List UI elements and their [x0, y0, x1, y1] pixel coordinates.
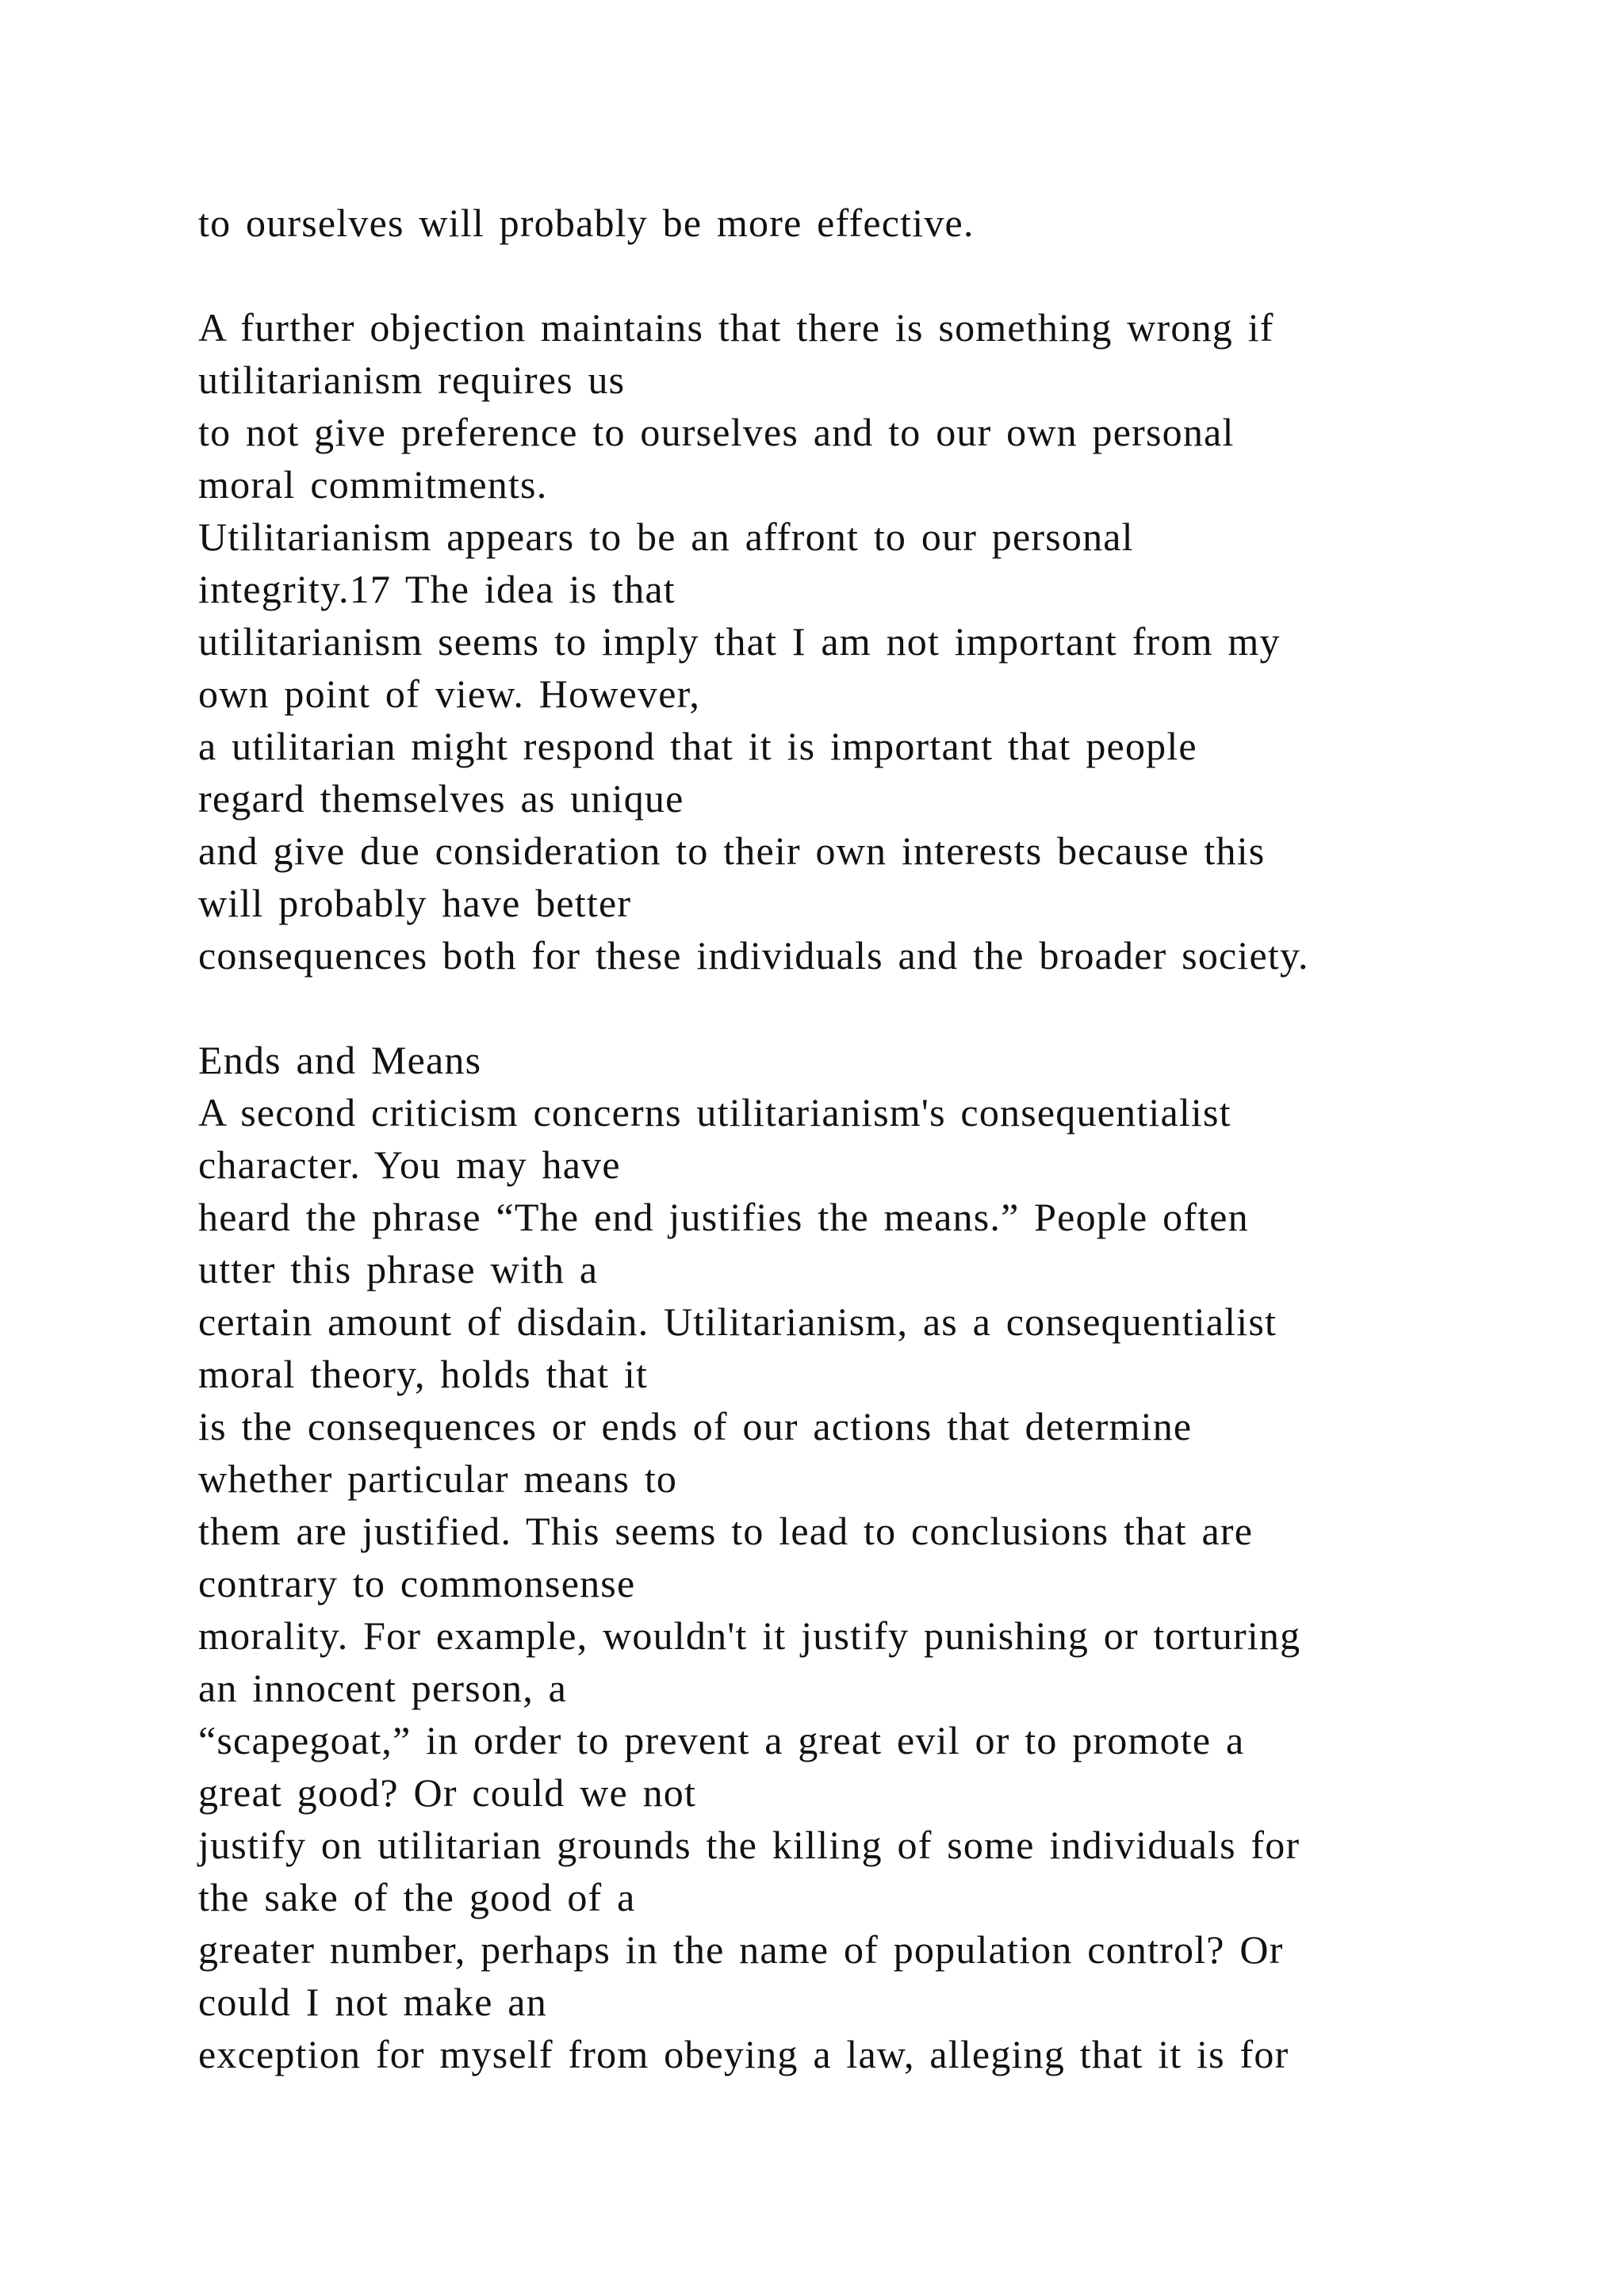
text-line: contrary to commonsense [198, 1561, 636, 1605]
text-line: integrity.17 The idea is that [198, 567, 676, 611]
text-line: is the consequences or ends of our actions that determine [198, 1404, 1193, 1448]
text-line: Utilitarianism appears to be an affront to our personal [198, 515, 1134, 559]
text-line: to ourselves will probably be more effective. [198, 201, 975, 245]
text-line: to not give preference to ourselves and to our own personal [198, 410, 1235, 454]
text-line: utilitarianism requires us [198, 358, 626, 402]
text-line: greater number, perhaps in the name of population control? Or [198, 1927, 1284, 1972]
text-line: them are justified. This seems to lead to conclusions that are [198, 1509, 1254, 1553]
text-line: heard the phrase “The end justifies the means.” People often [198, 1195, 1249, 1239]
blank-line [198, 982, 1594, 1034]
text-line: an innocent person, a [198, 1666, 568, 1710]
text-line: moral commitments. [198, 462, 548, 507]
text-line: consequences both for these individuals and the broader society. [198, 933, 1309, 978]
text-line: great good? Or could we not [198, 1770, 697, 1815]
text-line: exception for myself from obeying a law, alleging that it is for [198, 2032, 1289, 2076]
text-line: “scapegoat,” in order to prevent a great evil or to promote a [198, 1718, 1245, 1762]
text-line: regard themselves as unique [198, 776, 684, 821]
text-line: whether particular means to [198, 1456, 678, 1501]
text-line: moral theory, holds that it [198, 1352, 649, 1396]
text-line: A further objection maintains that there is something wrong if [198, 305, 1274, 350]
text-line: a utilitarian might respond that it is important that people [198, 724, 1197, 768]
text-line: own point of view. However, [198, 672, 701, 716]
document-body [198, 197, 1594, 2080]
text-line: could I not make an [198, 1980, 547, 2024]
blank-line [198, 249, 1594, 301]
text-line: certain amount of disdain. Utilitarianism, as a consequentialist [198, 1299, 1277, 1344]
text-line: character. You may have [198, 1142, 621, 1187]
text-line: justify on utilitarian grounds the killing of some individuals for [198, 1823, 1300, 1867]
text-line: morality. For example, wouldn't it justify punishing or torturing [198, 1613, 1301, 1658]
text-line: utter this phrase with a [198, 1247, 599, 1292]
text-line: A second criticism concerns utilitarianism's consequentialist [198, 1090, 1231, 1135]
text-line: utilitarianism seems to imply that I am not important from my [198, 619, 1281, 664]
text-line: will probably have better [198, 881, 632, 925]
section-heading: Ends and Means [198, 1038, 482, 1082]
text-line: and give due consideration to their own interests because this [198, 828, 1266, 873]
text-line: the sake of the good of a [198, 1875, 636, 1919]
